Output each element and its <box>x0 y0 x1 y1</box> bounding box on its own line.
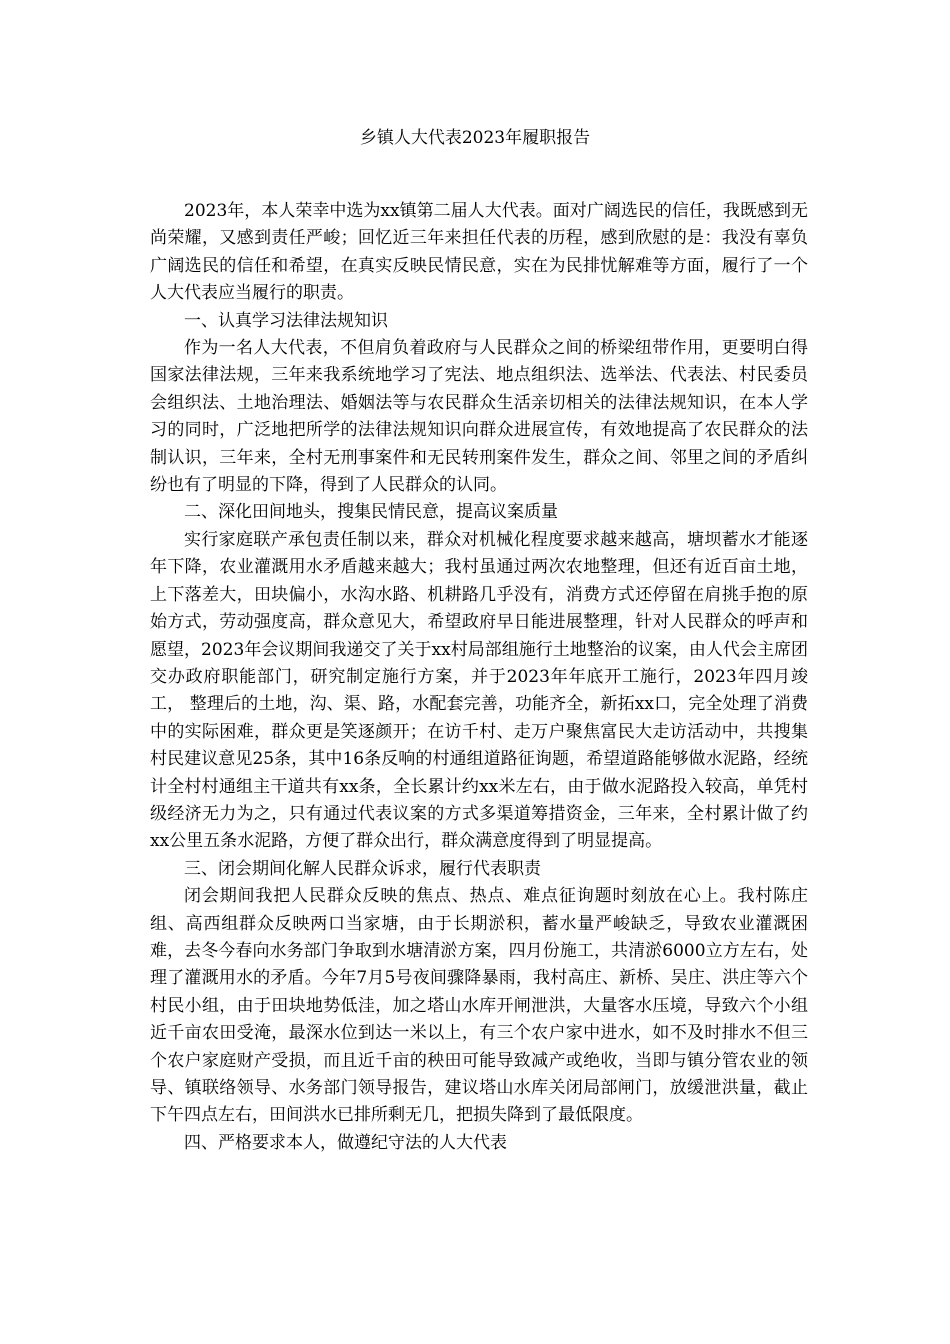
document-title: 乡镇人大代表2023年履职报告 <box>359 128 591 148</box>
paragraph-intro: 2023年，本人荣幸中选为xx镇第二届人大代表。面对广阔选民的信任，我既感到无尚荣耀，又感到责任严峻；回忆近三年来担任代表的历程，感到欣慰的是：我没有辜负广阔选民的信任和希望，在真实反映民情民意，实在为民排忧解难等方面，履行了一个人大代表应当履行的职责。 <box>150 201 808 304</box>
section-heading-1: 一、认真学习法律法规知识 <box>184 310 388 331</box>
section-heading-4: 四、严格要求本人，做遵纪守法的人大代表 <box>184 1132 507 1153</box>
paragraph-section-2: 实行家庭联产承包责任制以来，群众对机械化程度要求越来越高，塘坝蓄水才能逐年下降，农业灌溉用水矛盾越来越大；我村虽通过两次农地整理，但还有近百亩土地，上下落差大，田块偏小，水沟水路、机耕路几乎没有，消费方式还停留在肩挑手抱的原始方式，劳动强度高，群众意见大，希望政府早日能进展整理，针对人民群众的呼声和愿望，2023年会议期间我递交了关于xx村局部组施行土地整治的议案，由人代会主席团交办政府职能部门，研究制定施行方案，并于2023年年底开工施行，2023年四月竣工， 整理后的土地，沟、渠、路，水配套完善，功能齐全，新拓xx口，完全处理了消费中的实际困难，群众更是笑逐颜开；在访千村、走万户聚焦富民大走访活动中，共搜集村民建议意见25条，其中16条反响的村通组道路征询题，希望道路能够做水泥路，经统计全村村通组主干道共有xx条，全长累计约xx米左右，由于做水泥路投入较高，单凭村级经济无力为之，只有通过代表议案的方式多渠道筹措资金，三年来，全村累计做了约xx公里五条水泥路，方便了群众出行，群众满意度得到了明显提高。 <box>150 529 808 852</box>
document-body <box>150 198 808 1157</box>
section-heading-3: 三、闭会期间化解人民群众诉求，履行代表职责 <box>184 858 541 879</box>
paragraph-section-3: 闭会期间我把人民群众反映的焦点、热点、难点征询题时刻放在心上。我村陈庄组、高西组群众反映两口当家塘，由于长期淤积，蓄水量严峻缺乏，导致农业灌溉困难，去冬今春向水务部门争取到水塘清淤方案，四月份施工，共清淤6000立方左右，处理了灌溉用水的矛盾。今年7月5号夜间骤降暴雨，我村高庄、新桥、吴庄、洪庄等六个村民小组，由于田块地势低洼，加之塔山水库开闸泄洪，大量客水压境，导致六个小组近千亩农田受淹，最深水位到达一米以上，有三个农户家中进水，如不及时排水不但三个农户家庭财产受损，而且近千亩的秧田可能导致减产或绝收，当即与镇分管农业的领导、镇联络领导、水务部门领导报告，建议塔山水库关闭局部闸门，放缓泄洪量，截止下午四点左右，田间洪水已排所剩无几，把损失降到了最低限度。 <box>150 886 808 1126</box>
section-heading-2: 二、深化田间地头，搜集民情民意，提高议案质量 <box>184 502 558 523</box>
paragraph-section-1: 作为一名人大代表，不但肩负着政府与人民群众之间的桥梁纽带作用，更要明白得国家法律法规，三年来我系统地学习了宪法、地点组织法、选举法、代表法、村民委员会组织法、土地治理法、婚姻法等与农民群众生活亲切相关的法律法规知识，在本人学习的同时，广泛地把所学的法律法规知识向群众进展宣传，有效地提高了农民群众的法制认识，三年来，全村无刑事案件和无民转刑案件发生，群众之间、邻里之间的矛盾纠纷也有了明显的下降，得到了人民群众的认同。 <box>150 338 808 496</box>
